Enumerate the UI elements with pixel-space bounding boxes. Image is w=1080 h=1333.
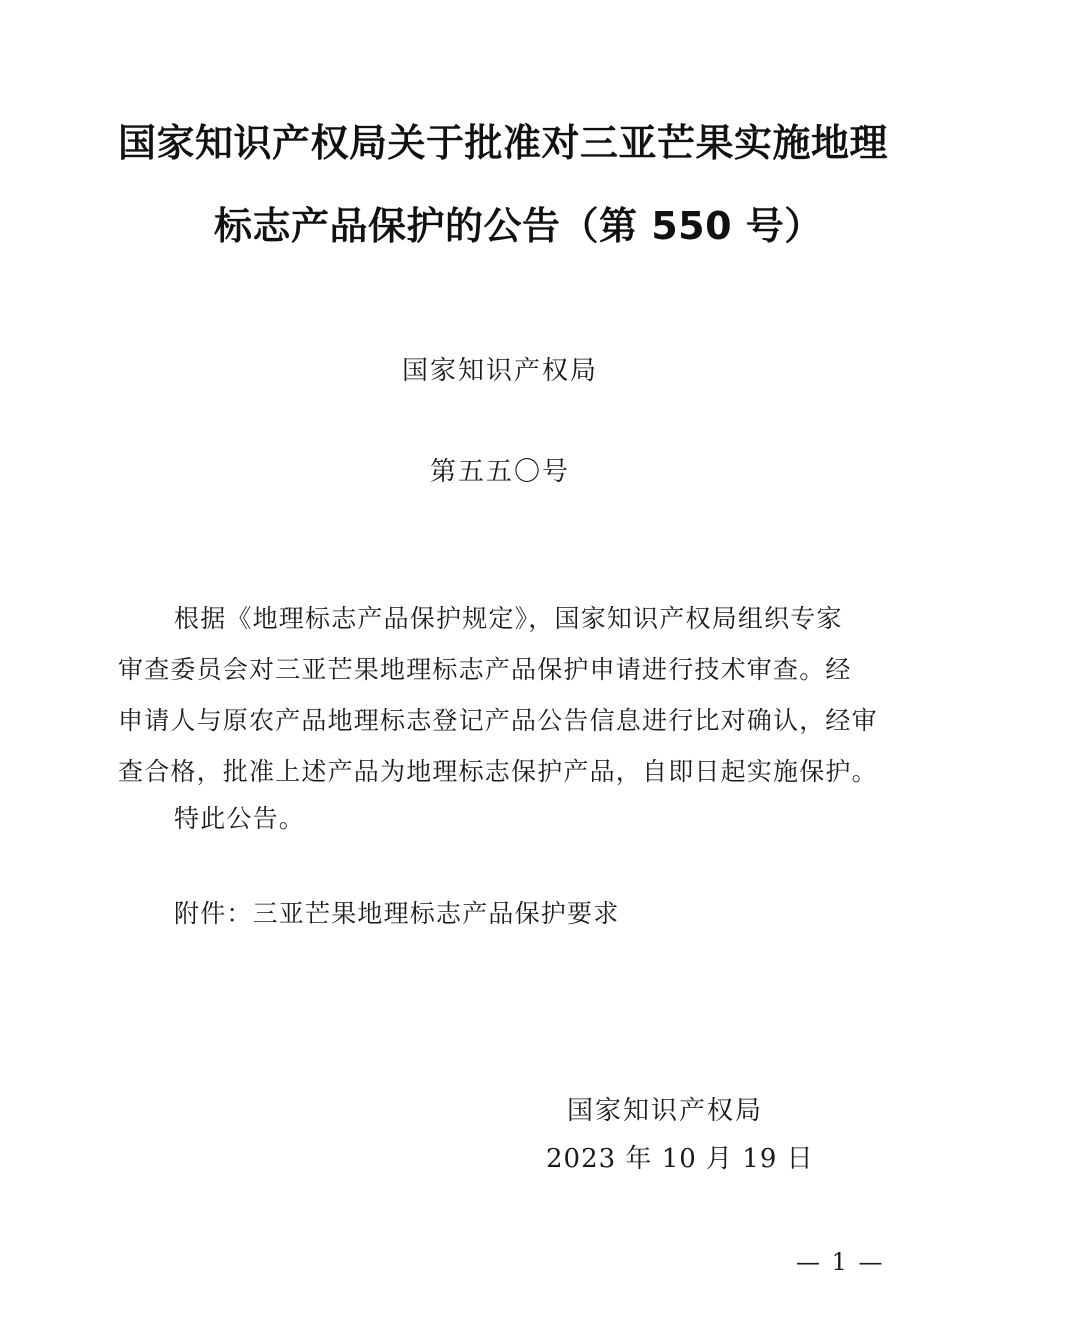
body-line: 申请人与原农产品地理标志登记产品公告信息进行比对确认，经审 [118, 706, 878, 735]
signature-organization: 国家知识产权局 [567, 1096, 764, 1126]
title-line-2: 标志产品保护的公告（第 550 号） [214, 204, 823, 248]
body-line: 审查委员会对三亚芒果地理标志产品保护申请进行技术审查。经 [118, 655, 852, 684]
body-line: 根据《地理标志产品保护规定》，国家知识产权局组织专家 [174, 604, 843, 633]
signature-date: 2023 年 10 月 19 日 [546, 1144, 814, 1174]
title-line-1: 国家知识产权局关于批准对三亚芒果实施地理 [118, 121, 889, 165]
closing-line: 特此公告。 [174, 804, 306, 833]
body-line: 查合格，批准上述产品为地理标志保护产品，自即日起实施保护。 [118, 757, 878, 786]
document-number: 第五五〇号 [429, 457, 570, 487]
attachment-line: 附件：三亚芒果地理标志产品保护要求 [174, 899, 620, 928]
page-number: — 1 — [796, 1248, 885, 1276]
issuer: 国家知识产权局 [401, 356, 598, 386]
